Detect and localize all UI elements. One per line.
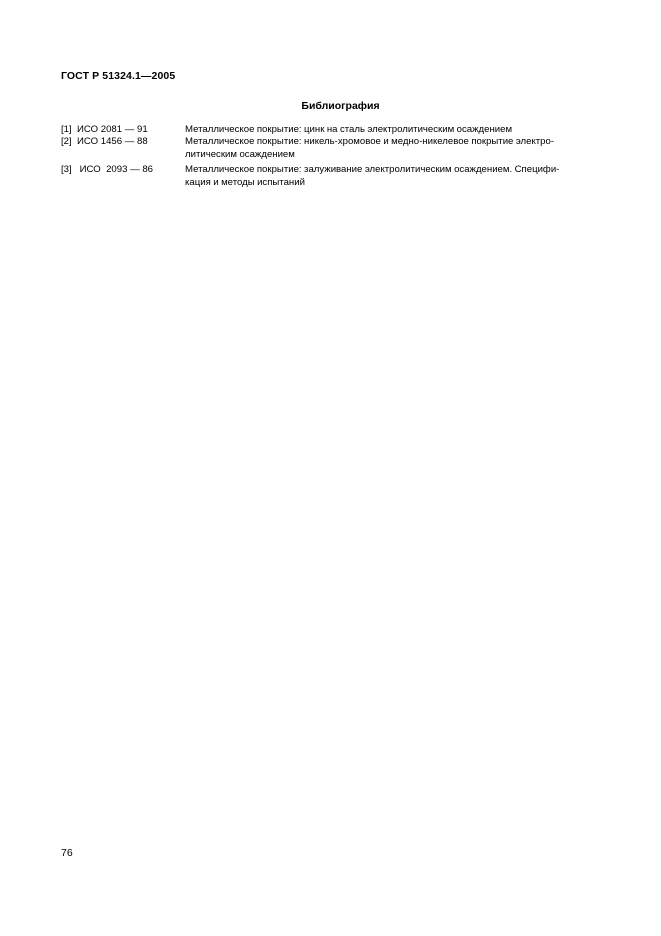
bibliography-description-line: Металлическое покрытие: залуживание электролитическим осаждением. Специфи- xyxy=(185,164,560,176)
bibliography-entry xyxy=(61,136,601,161)
bibliography-description xyxy=(185,164,599,189)
bibliography-list xyxy=(61,124,601,189)
bibliography-reference: [3] ИСО 2093 — 86 xyxy=(61,164,154,176)
bibliography-entry xyxy=(61,124,601,136)
bibliography-description xyxy=(185,136,599,161)
bibliography-reference: [1] ИСО 2081 — 91 xyxy=(61,124,148,135)
bibliography-description-line: литическим осаждением xyxy=(185,148,295,160)
bibliography-description-line: кация и методы испытаний xyxy=(185,176,305,188)
bibliography-entry xyxy=(61,164,601,189)
bibliography-description-line: Металлическое покрытие: цинк на сталь электролитическим осаждением xyxy=(185,124,513,135)
standard-code-header: ГОСТ Р 51324.1—2005 xyxy=(61,70,176,82)
bibliography-description-line: Металлическое покрытие: никель-хромовое и медно-никелевое покрытие электро- xyxy=(185,136,555,148)
bibliography-reference: [2] ИСО 1456 — 88 xyxy=(61,136,148,148)
bibliography-description xyxy=(185,124,599,136)
bibliography-title: Библиография xyxy=(301,100,380,112)
page-number: 76 xyxy=(61,847,73,859)
